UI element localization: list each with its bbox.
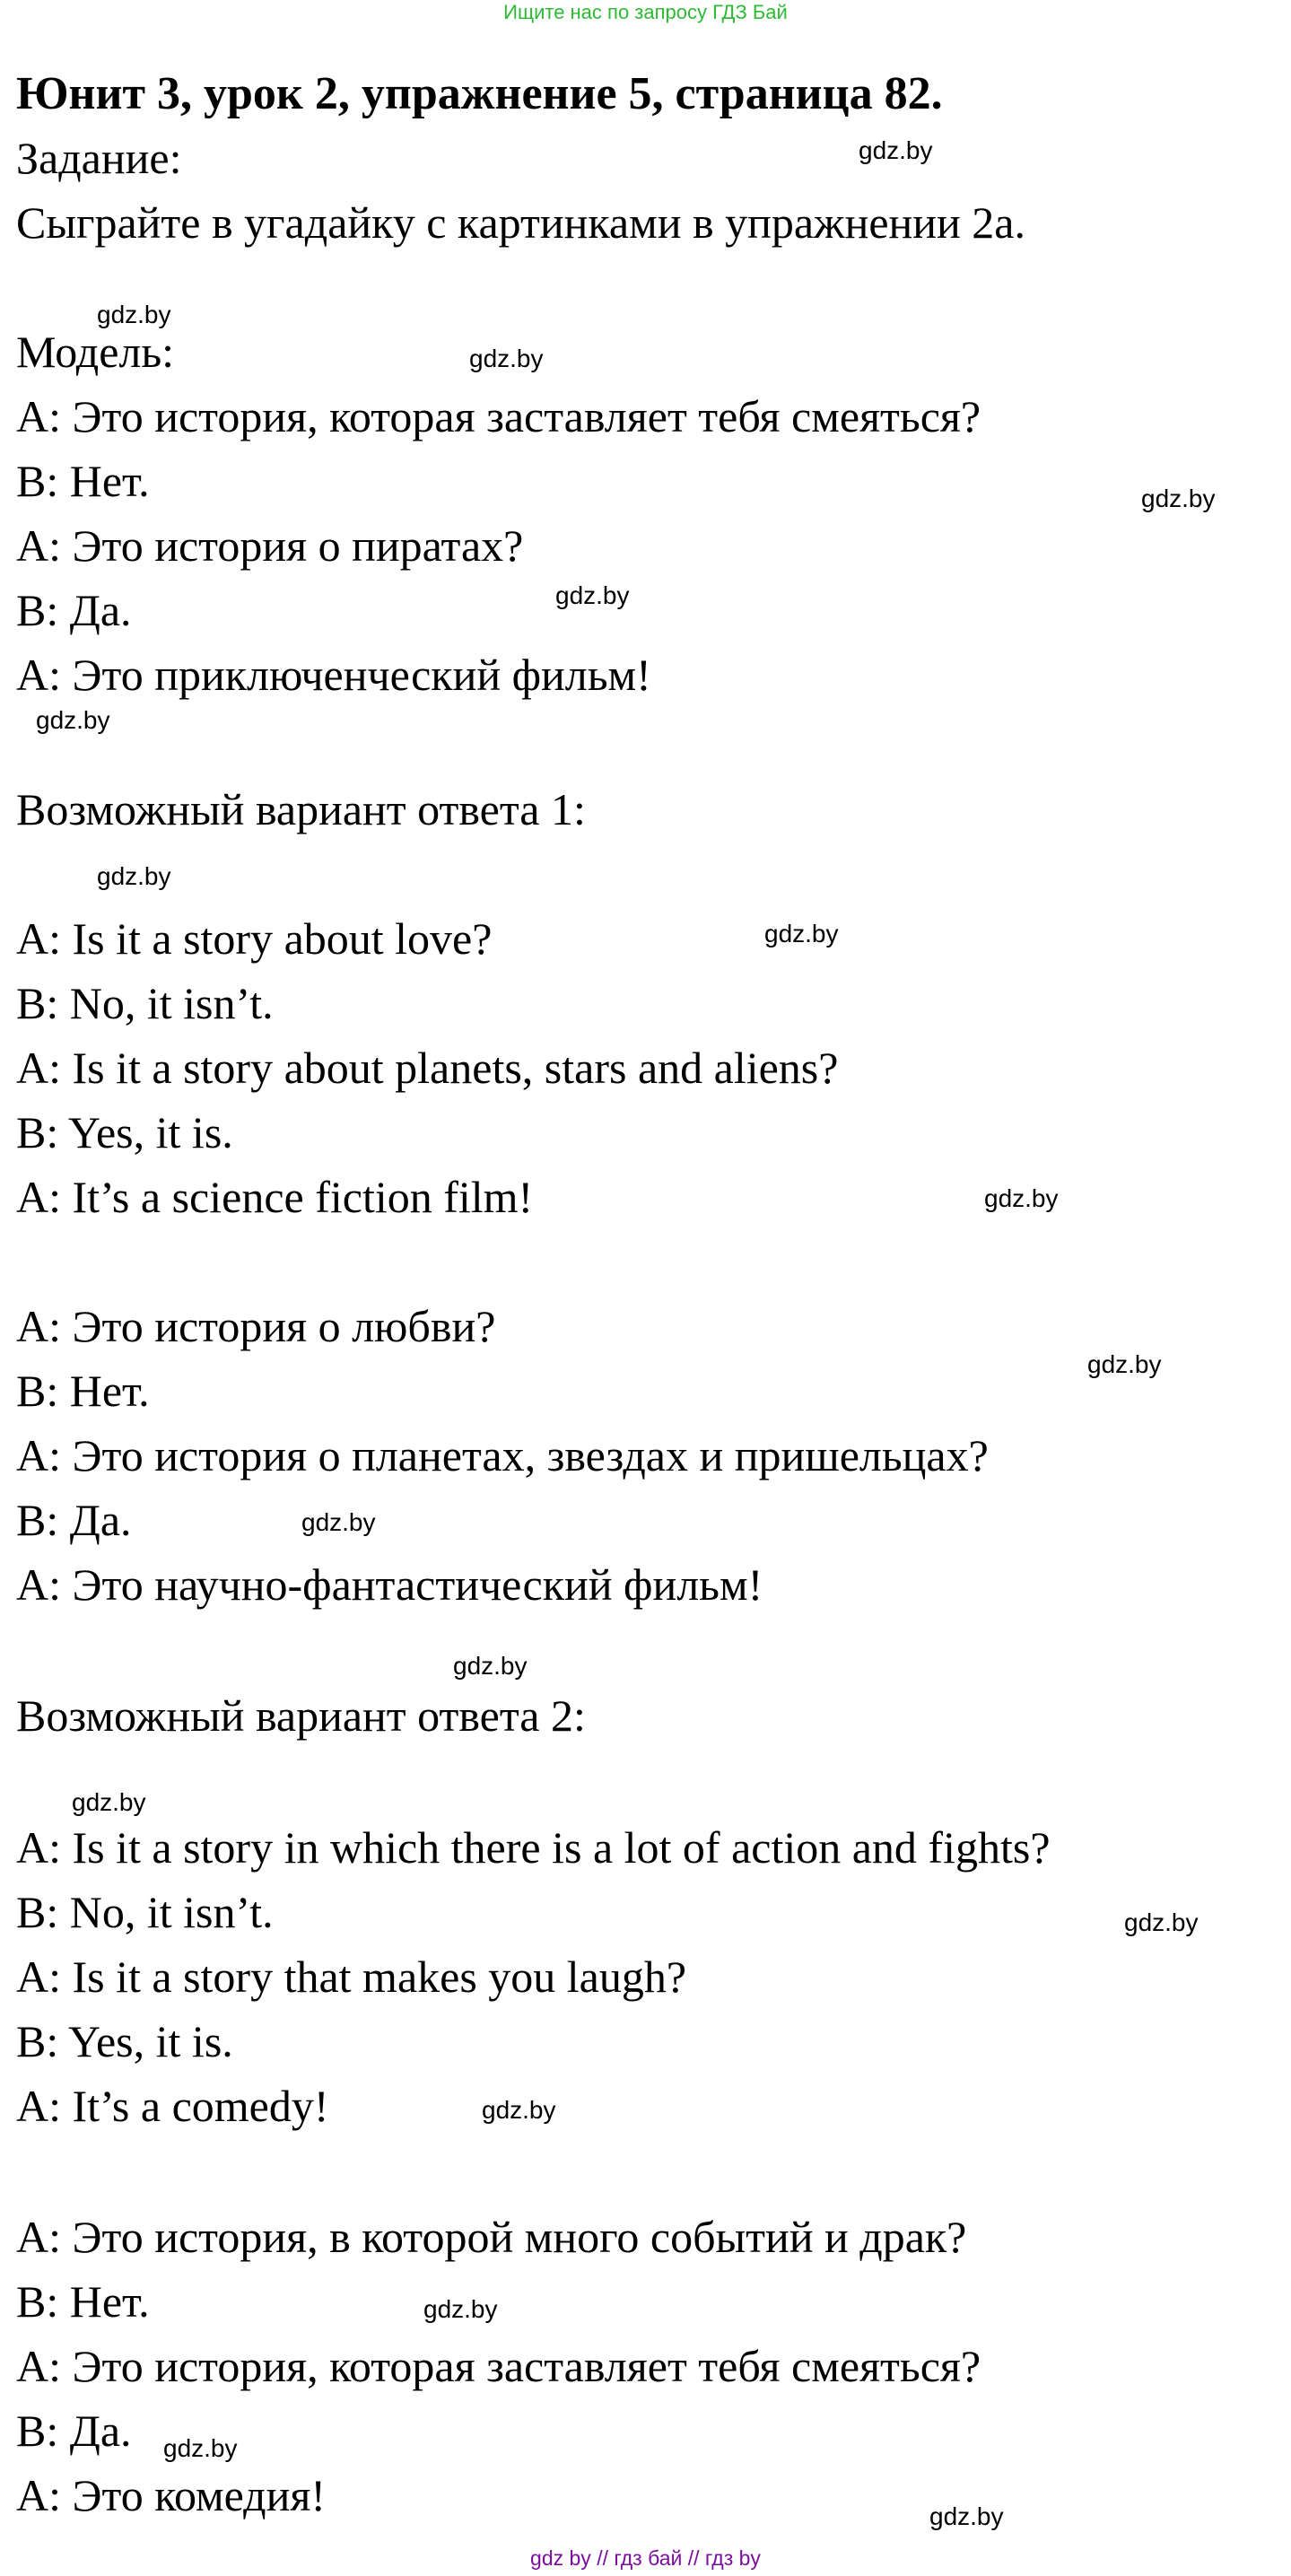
answer2-ru-line: B: Да. [16,2406,132,2456]
top-banner-link[interactable]: Ищите нас по запросу ГДЗ Бай [503,1,788,23]
model-line: B: Нет. [16,456,150,506]
watermark: gdz.by [469,345,544,372]
answer2-en-line: B: Yes, it is. [16,2016,233,2066]
answer1-label: Возможный вариант ответа 1: [16,784,586,834]
watermark: gdz.by [97,862,171,890]
answer1-ru-line: B: Да. [16,1495,132,1545]
watermark: gdz.by [453,1652,528,1680]
task-label: Задание: [16,133,182,183]
footer-links[interactable]: gdz by // гдз бай // гдз by [530,2546,761,2570]
watermark: gdz.by [984,1184,1059,1212]
answer1-en-line: B: No, it isn’t. [16,978,274,1028]
model-line: A: Это приключенческий фильм! [16,650,651,700]
answer2-ru-line: A: Это комедия! [16,2470,327,2520]
watermark: gdz.by [301,1508,376,1536]
answer1-ru-line: A: Это история о планетах, звездах и пришельцах? [16,1430,989,1480]
model-line: A: Это история о пиратах? [16,520,524,571]
answer2-ru-line: A: Это история, которая заставляет тебя смеяться? [16,2341,981,2391]
watermark: gdz.by [1124,1908,1199,1936]
model-line: A: Это история, которая заставляет тебя смеяться? [16,391,981,441]
answer2-en-line: A: Is it a story in which there is a lot of action and fights? [16,1822,1051,1873]
answer2-en-line: B: No, it isn’t. [16,1887,274,1937]
watermark: gdz.by [36,706,110,734]
answer2-ru-line: B: Нет. [16,2276,150,2327]
watermark: gdz.by [555,581,630,609]
answer1-ru-line: A: Это история о любви? [16,1301,496,1351]
page-title: Юнит 3, урок 2, упражнение 5, страница 82. [16,68,943,119]
answer2-ru-line: A: Это история, в которой много событий и драк? [16,2212,967,2262]
watermark: gdz.by [859,136,933,164]
answer1-ru-line: A: Это научно-фантастический фильм! [16,1559,763,1610]
watermark: gdz.by [423,2295,498,2323]
watermark: gdz.by [163,2434,238,2462]
model-label: Модель: [16,327,175,377]
answer1-ru-line: B: Нет. [16,1366,150,1416]
watermark: gdz.by [482,2096,556,2124]
watermark: gdz.by [1087,1350,1162,1378]
task-text: Сыграйте в угадайку с картинками в упражнении 2а. [16,197,1025,248]
watermark: gdz.by [72,1788,146,1816]
answer1-en-line: A: It’s a science fiction film! [16,1172,534,1222]
watermark: gdz.by [97,301,171,328]
answer2-en-line: A: Is it a story that makes you laugh? [16,1952,687,2002]
answer1-en-line: B: Yes, it is. [16,1107,233,1157]
answer1-en-line: A: Is it a story about planets, stars and aliens? [16,1043,839,1093]
watermark: gdz.by [929,2502,1004,2530]
model-line: B: Да. [16,585,132,635]
watermark: gdz.by [764,920,839,947]
answer2-label: Возможный вариант ответа 2: [16,1690,586,1741]
watermark: gdz.by [1141,485,1216,512]
answer1-en-line: A: Is it a story about love? [16,913,493,964]
answer2-en-line: A: It’s a comedy! [16,2081,329,2131]
